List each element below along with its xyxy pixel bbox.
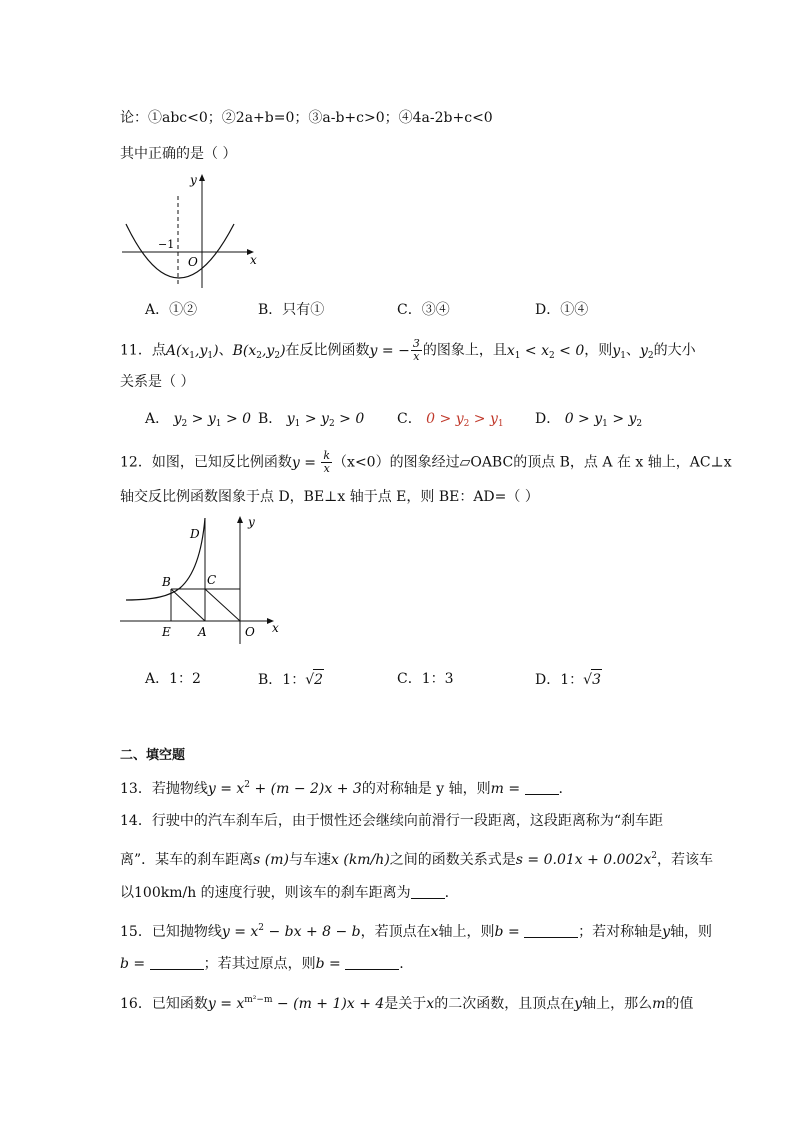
label-d: D [190, 527, 200, 541]
neg1-label: −1 [158, 238, 175, 251]
conclusion-1: ①abc<0； [148, 110, 222, 126]
q12-stem: 12．如图，已知反比例函数y = $\frac{k}{x}$ （x<0）的图象经过▱OABC的顶点 B，点 A 在 x 轴上，AC⊥x [120, 449, 732, 475]
conclusion-4: ④4a-2b+c<0 [398, 110, 493, 126]
parabola-curve [126, 224, 234, 278]
condition-formula: $x_1 < x_2 < 0$ [506, 342, 585, 361]
q11-option-b[interactable]: B． $y_1 > y_2 > 0$ [258, 411, 365, 429]
q12-line2: 轴交反比例函数图象于点 D，BE⊥x 轴于点 E，则 BE：AD=（ ） [120, 489, 539, 505]
q14-line1: 14．行驶中的汽车刹车后，由于惯性还会继续向前滑行一段距离，这段距离称为“刹车距 [120, 813, 663, 829]
y-label: y [190, 173, 197, 187]
q10-option-c[interactable]: C．③④ [397, 302, 450, 318]
conclusion-2: ②2a+b=0； [221, 110, 309, 126]
q10-option-d[interactable]: D．①④ [535, 302, 589, 318]
q10-prompt: 其中正确的是（ ） [120, 146, 237, 162]
q11-stem: 11．点$A(x_1,y_1)$、$B(x_2,y_2)$在反比例函数y = − $\frac{3}{x}$ 的图象上，且$x_1 < x_2 < 0$，则$y_1$、$y_2$的大小 [120, 337, 696, 363]
q14-line3: 以100km/h 的速度行驶，则该车的刹车距离为 . [120, 885, 450, 901]
q11-option-d[interactable]: D． $0 > y_1 > y_2$ [535, 411, 643, 429]
answer-blank-3[interactable] [345, 955, 399, 970]
q12-option-d[interactable]: D．1：√3 [535, 669, 602, 690]
y-axis-arrow [237, 516, 243, 523]
q15-line1: 15．已知抛物线$y = x^2$ − bx + 8 − b，若顶点在x轴上，则b = ；若对称轴是y轴，则 [120, 923, 713, 940]
q12-option-c[interactable]: C．1：3 [397, 671, 454, 687]
origin-label: O [188, 255, 198, 269]
section-heading: 二、填空题 [120, 748, 186, 763]
ba-segment [171, 589, 205, 621]
q16-stem: 16．已知函数$y = x^{m^2-m} - (m + 1)x + 4$是关于x的二次函数，且顶点在y轴上，那么m的值 [120, 995, 694, 1012]
q10-conclusions [120, 108, 493, 128]
label-a: A [198, 625, 207, 639]
q10-option-a[interactable]: A．①② [145, 302, 198, 318]
q12-hyperbola-graph [118, 512, 288, 652]
label-b: B [162, 575, 171, 589]
answer-blank[interactable] [525, 780, 559, 795]
q13-stem: 13．若抛物线$y = x^2 + (m - 2)x + 3$的对称轴是 y 轴，则m = . [120, 780, 563, 797]
label-o: O [245, 625, 255, 639]
label-e: E [162, 625, 171, 639]
x-label: x [250, 253, 257, 267]
point-a-formula: $A(x_1,y_1)$ [165, 342, 219, 361]
q14-line2: 离”．某车的刹车距离s (m)与车速x (km/h)之间的函数关系式是$s = 0.01x + 0.002x^2$，若该车 [120, 851, 714, 868]
function-formula: y = $\frac{k}{x}$ [291, 449, 331, 475]
conclusion-prefix: 论： [120, 110, 148, 126]
q10-option-b[interactable]: B．只有① [258, 302, 325, 318]
answer-blank-1[interactable] [524, 923, 578, 938]
q10-parabola-graph [118, 168, 268, 300]
label-c: C [207, 573, 217, 587]
q15-line2: b = ；若其过原点，则b = . [120, 956, 404, 972]
label-y: y [248, 515, 255, 529]
q11-line2: 关系是（ ） [120, 374, 195, 390]
q12-option-b[interactable]: B．1：√2 [258, 669, 324, 690]
answer-blank[interactable] [411, 884, 445, 899]
point-b-formula: $B(x_2,y_2)$ [232, 342, 286, 361]
conclusion-3: ③a-b+c>0； [308, 110, 399, 126]
q12-option-a[interactable]: A．1：2 [145, 671, 201, 687]
function-formula: y = − $\frac{3}{x}$ [369, 337, 420, 363]
q11-option-c[interactable]: C． $0 > y_2 > y_1$ [397, 411, 504, 429]
q11-option-a[interactable]: A． $y_2 > y_1 > 0$ [145, 411, 252, 429]
y-axis-arrow [199, 174, 205, 181]
answer-blank-2[interactable] [150, 955, 204, 970]
label-x: x [272, 621, 279, 635]
co-segment [205, 589, 240, 621]
